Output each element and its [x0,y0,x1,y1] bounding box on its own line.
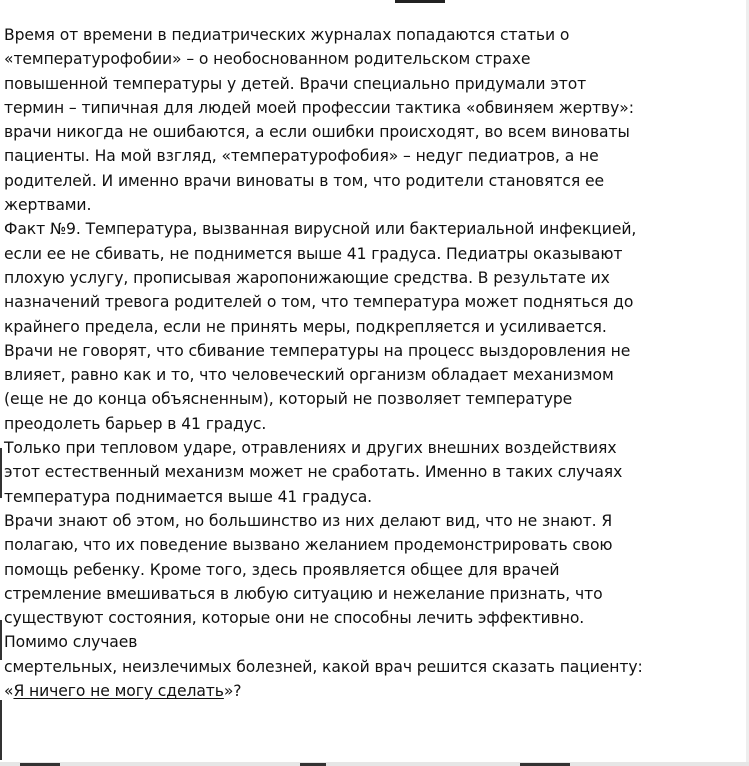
text-line: повышенной температуры у детей. Врачи специально придумали этот [4,74,587,93]
text-line-last [4,679,744,703]
underlined-quote: Я ничего не могу сделать [13,682,224,701]
text-line: стремление вмешиваться в любую ситуацию и нежелание признать, что [4,584,603,603]
text-line: плохую услугу, прописывая жаропонижающие средства. В результате их [4,268,610,287]
scan-edge-mark-left-3 [0,700,2,760]
text-line: температура поднимается выше 41 градуса. [4,487,373,506]
text-line: жертвами. [4,196,92,215]
text-line: термин – типичная для людей моей профессии тактика «обвиняем жертву»: [4,98,634,117]
text-line: Врачи знают об этом, но большинство из них делают вид, что не знают. Я [4,511,613,530]
scan-edge-mark-left-2 [0,620,2,660]
text-line: Только при тепловом ударе, отравлениях и других внешних воздействиях [4,439,617,458]
text-line: Факт №9. Температура, вызванная вирусной или бактериальной инфекцией, [4,220,637,239]
text-line: Помимо случаев [4,633,138,652]
text-line: существуют состояния, которые они не способны лечить эффективно. [4,609,585,628]
scan-edge-mark-top [395,0,445,3]
open-quote: « [4,682,14,701]
text-line: полагаю, что их поведение вызвано желанием продемонстрировать свою [4,536,613,555]
text-line: преодолеть барьер в 41 градус. [4,414,267,433]
text-line: этот естественный механизм может не сработать. Именно в таких случаях [4,463,623,482]
text-line: (еще не до конца объясненным), который не позволяет температуре [4,390,573,409]
text-line: если ее не сбивать, не поднимется выше 41 градуса. Педиатры оказывают [4,244,623,263]
text-line: назначений тревога родителей о том, что температура может подняться до [4,293,634,312]
scan-edge-mark-left-1 [0,448,2,498]
scan-edge-bottom [0,762,749,766]
text-line: помощь ребенку. Кроме того, здесь проявляется общее для врачей [4,560,560,579]
text-line: крайнего предела, если не принять меры, подкрепляется и усиливается. [4,317,607,336]
close-quote: »? [223,682,242,701]
text-line: Врачи не говорят, что сбивание температуры на процесс выздоровления не [4,341,631,360]
text-line: врачи никогда не ошибаются, а если ошибки происходят, во всем виноваты [4,123,630,142]
text-line: «температурофобии» – о необоснованном родительском страхе [4,50,531,69]
text-line: Время от времени в педиатрических журналах попадаются статьи о [4,26,570,44]
article-text [4,23,744,703]
text-line: родителей. И именно врачи виноваты в том, что родители становятся ее [4,171,604,190]
text-line: влияет, равно как и то, что человеческий организм обладает механизмом [4,366,614,385]
text-line: пациенты. На мой взгляд, «температурофобия» – недуг педиатров, а не [4,147,599,166]
text-line: смертельных, неизлечимых болезней, какой врач решится сказать пациенту: [4,657,643,676]
